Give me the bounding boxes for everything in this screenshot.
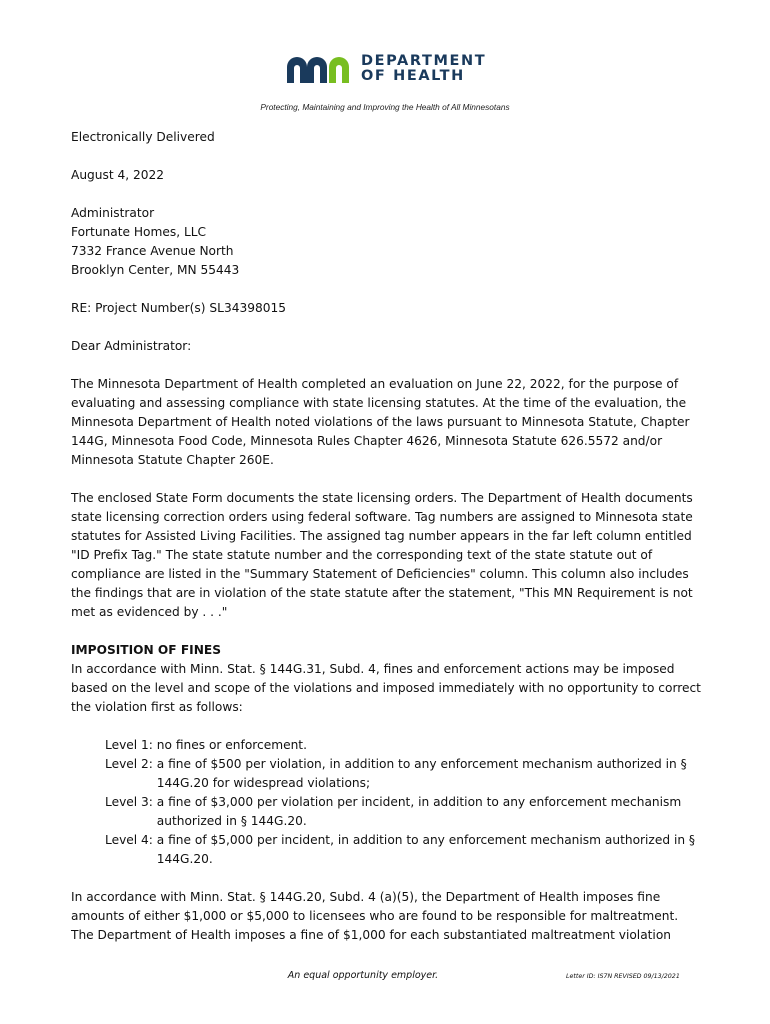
fine-level-item [105,736,701,755]
mdh-logo [285,52,486,86]
fine-level-text: a fine of $5,000 per incident, in addition to any enforcement mechanism authorized in § 144G.20. [156,833,696,866]
fine-level-text: a fine of $500 per violation, in addition to any enforcement mechanism authorized in § 144G.20 for widespread violations; [156,757,687,790]
fines-heading: IMPOSITION OF FINES [71,643,222,657]
footer-letter-id: Letter ID: IS7N REVISED 09/13/2021 [566,973,680,980]
letter-date: August 4, 2022 [71,168,165,182]
fine-levels-list [105,736,701,869]
address-line: Administrator [71,206,155,220]
address-line: Brooklyn Center, MN 55443 [71,263,240,277]
footer-equal-opportunity: An equal opportunity employer. [287,970,439,981]
fine-level-item [105,755,701,793]
tagline: Protecting, Maintaining and Improving the Health of All Minnesotans [260,102,510,112]
fine-level-item [105,831,701,869]
fine-level-text: no fines or enforcement. [156,738,307,752]
fine-level-label: Level 4: [105,833,157,847]
delivery-method: Electronically Delivered [71,130,215,144]
address-line: Fortunate Homes, LLC [71,225,207,239]
address-line: 7332 France Avenue North [71,244,234,258]
re-line: RE: Project Number(s) SL34398015 [71,301,286,315]
fine-level-label: Level 1: [105,738,157,752]
fine-level-label: Level 3: [105,795,157,809]
paragraph-evaluation: The Minnesota Department of Health completed an evaluation on June 22, 2022, for the purpose of evaluating and assessing compliance with state licensing statutes. At the time of the evaluation, the Minnesota Department of Health noted violations of the laws pursuant to Minnesota Statute, Chapter 144G, Minnesota Food Code, Minnesota Rules Chapter 4626, Minnesota Statute 626.5572 and/or Minnesota Statute Chapter 260E. [71,377,690,467]
logo-line-2: OF HEALTH [361,68,465,84]
recipient-address [71,204,701,280]
fine-level-item [105,793,701,831]
fines-intro: In accordance with Minn. Stat. § 144G.31, Subd. 4, fines and enforcement actions may be imposed based on the level and scope of the violations and imposed immediately with no opportunity to correct the violation first as follows: [71,662,701,714]
mn-logo-icon [285,53,353,85]
fine-level-text: a fine of $3,000 per violation per incident, in addition to any enforcement mechanism authorized in § 144G.20. [156,795,682,828]
paragraph-state-form: The enclosed State Form documents the state licensing orders. The Department of Health documents state licensing correction orders using federal software. Tag numbers are assigned to Minnesota state statutes for Assisted Living Facilities. The assigned tag number appears in the far left column entitled "ID Prefix Tag." The state statute number and the corresponding text of the state statute out of compliance are listed in the "Summary Statement of Deficiencies" column. This column also includes the findings that are in violation of the state statute after the statement, "This MN Requirement is not met as evidenced by . . ." [71,491,693,619]
logo-line-1: DEPARTMENT [361,53,487,69]
paragraph-maltreatment: In accordance with Minn. Stat. § 144G.20, Subd. 4 (a)(5), the Department of Health imposes fine amounts of either $1,000 or $5,000 to licensees who are found to be responsible for maltreatment. The Department of Health imposes a fine of $1,000 for each substantiated maltreatment violation [71,890,679,942]
logo-wordmark [361,54,486,84]
fine-level-label: Level 2: [105,757,157,771]
salutation: Dear Administrator: [71,339,192,353]
letter-body [71,128,701,964]
